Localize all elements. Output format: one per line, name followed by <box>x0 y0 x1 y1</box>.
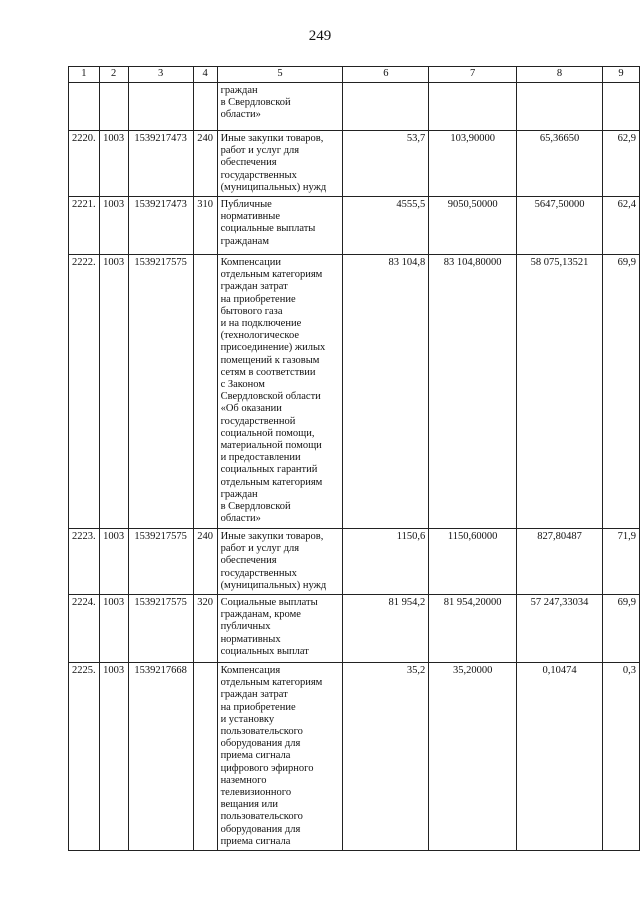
value-col-8: 58 075,13521 <box>517 255 603 529</box>
expense-type-code: 310 <box>193 197 217 255</box>
value-col-7: 9050,50000 <box>429 197 517 255</box>
header-row <box>69 67 640 83</box>
item-name: граждан в Свердловской области» <box>217 83 343 131</box>
percent-col-9: 62,4 <box>602 197 639 255</box>
target-article-code: 1539217575 <box>128 595 193 663</box>
budget-table <box>68 66 640 851</box>
value-col-6: 4555,5 <box>343 197 429 255</box>
target-article-code <box>128 83 193 131</box>
section-code: 1003 <box>99 197 128 255</box>
table-row <box>69 595 640 663</box>
value-col-7: 1150,60000 <box>429 529 517 595</box>
value-col-8: 827,80487 <box>517 529 603 595</box>
percent-col-9: 62,9 <box>602 131 639 197</box>
value-col-6: 81 954,2 <box>343 595 429 663</box>
row-number: 2222. <box>69 255 100 529</box>
table-row <box>69 131 640 197</box>
page-number: 249 <box>308 28 332 44</box>
percent-col-9: 71,9 <box>602 529 639 595</box>
row-number: 2221. <box>69 197 100 255</box>
header-cell: 9 <box>602 67 639 83</box>
header-cell: 1 <box>69 67 100 83</box>
expense-type-code: 320 <box>193 595 217 663</box>
section-code: 1003 <box>99 663 128 851</box>
item-name: Компенсации отдельным категориям граждан затрат на приобретение бытового газа и на подключение (технологическое присоединение) жилых помещений к газовым сетям в соответствии с Законом Свердловской области «Об оказании государственной социальной помощи, материальной помощи и предоставлении социальных гарантий отдельным категориям граждан в Свердловской области» <box>217 255 343 529</box>
value-col-8 <box>517 83 603 131</box>
item-name: Компенсация отдельным категориям граждан затрат на приобретение и установку пользовательского оборудования для приема сигнала цифрового эфирного наземного телевизионного вещания или пользовательского оборудования для приема сигнала <box>217 663 343 851</box>
value-col-8: 57 247,33034 <box>517 595 603 663</box>
header-cell: 3 <box>128 67 193 83</box>
table-row <box>69 663 640 851</box>
percent-col-9: 69,9 <box>602 255 639 529</box>
target-article-code: 1539217668 <box>128 663 193 851</box>
value-col-8: 0,10474 <box>517 663 603 851</box>
value-col-6: 83 104,8 <box>343 255 429 529</box>
table-row <box>69 529 640 595</box>
value-col-6: 35,2 <box>343 663 429 851</box>
percent-col-9 <box>602 83 639 131</box>
item-name: Иные закупки товаров, работ и услуг для обеспечения государственных (муниципальных) нужд <box>217 529 343 595</box>
header-cell: 5 <box>217 67 343 83</box>
value-col-8: 65,36650 <box>517 131 603 197</box>
table-row <box>69 255 640 529</box>
row-number: 2220. <box>69 131 100 197</box>
percent-col-9: 69,9 <box>602 595 639 663</box>
value-col-8: 5647,50000 <box>517 197 603 255</box>
item-name: Социальные выплаты гражданам, кроме публичных нормативных социальных выплат <box>217 595 343 663</box>
section-code: 1003 <box>99 595 128 663</box>
value-col-6: 53,7 <box>343 131 429 197</box>
expense-type-code: 240 <box>193 529 217 595</box>
table-row <box>69 83 640 131</box>
value-col-7: 103,90000 <box>429 131 517 197</box>
row-number: 2224. <box>69 595 100 663</box>
item-name: Иные закупки товаров, работ и услуг для обеспечения государственных (муниципальных) нужд <box>217 131 343 197</box>
expense-type-code <box>193 255 217 529</box>
expense-type-code <box>193 663 217 851</box>
header-cell: 6 <box>343 67 429 83</box>
header-cell: 7 <box>429 67 517 83</box>
header-cell: 2 <box>99 67 128 83</box>
value-col-6 <box>343 83 429 131</box>
table-row <box>69 197 640 255</box>
header-cell: 8 <box>517 67 603 83</box>
expense-type-code <box>193 83 217 131</box>
target-article-code: 1539217575 <box>128 529 193 595</box>
row-number: 2225. <box>69 663 100 851</box>
header-cell: 4 <box>193 67 217 83</box>
value-col-7: 83 104,80000 <box>429 255 517 529</box>
target-article-code: 1539217575 <box>128 255 193 529</box>
row-number: 2223. <box>69 529 100 595</box>
value-col-7: 81 954,20000 <box>429 595 517 663</box>
target-article-code: 1539217473 <box>128 131 193 197</box>
item-name: Публичные нормативные социальные выплаты гражданам <box>217 197 343 255</box>
expense-type-code: 240 <box>193 131 217 197</box>
target-article-code: 1539217473 <box>128 197 193 255</box>
section-code: 1003 <box>99 255 128 529</box>
percent-col-9: 0,3 <box>602 663 639 851</box>
section-code: 1003 <box>99 529 128 595</box>
value-col-7: 35,20000 <box>429 663 517 851</box>
section-code: 1003 <box>99 131 128 197</box>
section-code <box>99 83 128 131</box>
row-number <box>69 83 100 131</box>
value-col-7 <box>429 83 517 131</box>
value-col-6: 1150,6 <box>343 529 429 595</box>
